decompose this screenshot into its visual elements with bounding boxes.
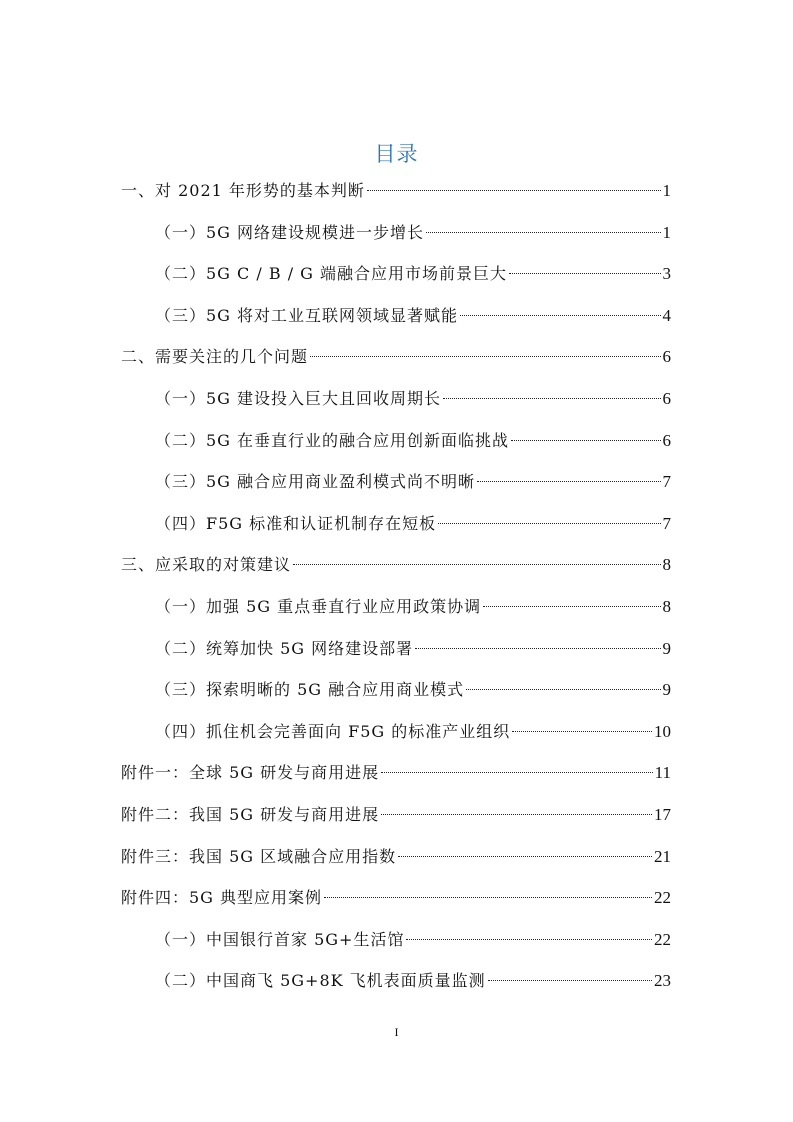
toc-entry-title: 附件二：我国 5G 研发与商用进展 [121,805,380,824]
page-number: I [394,1025,399,1039]
toc-dot-leader [509,273,660,274]
toc-entry-page: 21 [654,846,671,866]
toc-entry[interactable] [155,718,671,746]
toc-entry[interactable] [155,967,671,995]
toc-entry-title: （三）探索明晰的 5G 融合应用商业模式 [155,680,465,700]
toc-dot-leader [381,772,652,773]
toc-entry-page: 3 [662,264,671,284]
toc-dot-leader [460,315,660,316]
toc-entry-title: （三）5G 融合应用商业盈利模式尚不明晰 [155,472,476,492]
toc-entry-title: （一）加强 5G 重点垂直行业应用政策协调 [155,597,482,616]
toc-entry[interactable] [121,843,671,871]
toc-entry-page: 22 [654,888,671,908]
toc-entry-page: 6 [662,430,671,450]
toc-entry[interactable] [155,510,671,538]
toc-entry[interactable] [155,468,671,496]
toc-entry-title: 附件三：我国 5G 区域融合应用指数 [121,846,397,866]
toc-entry-title: （二）中国商飞 5G+8K 飞机表面质量监测 [155,971,486,991]
toc-entry-title: （一）5G 建设投入巨大且回收周期长 [155,389,442,408]
toc-entry-page: 10 [654,721,671,741]
toc-dot-leader [483,606,660,607]
toc-entry-page: 7 [662,472,671,492]
toc-entry-page: 6 [662,347,671,367]
toc-dot-leader [426,232,660,233]
toc-entry-title: 附件四：5G 典型应用案例 [121,888,323,908]
toc-entry[interactable] [155,302,671,330]
toc-entry-title: （四）抓住机会完善面向 F5G 的标准产业组织 [155,721,511,741]
toc-entry-title: 附件一：全球 5G 研发与商用进展 [121,763,380,783]
toc-entry-page: 8 [662,555,671,575]
toc-entry-page: 6 [662,389,671,408]
toc-entry[interactable] [155,385,671,413]
toc-dot-leader [406,939,652,940]
page-title: 目录 [374,142,419,166]
toc-entry[interactable] [121,177,671,205]
toc-entry[interactable] [121,759,671,787]
toc-entry-page: 17 [654,805,671,824]
toc-entry-title: （一）中国银行首家 5G+生活馆 [155,929,405,949]
toc-entry[interactable] [155,260,671,288]
toc-entry[interactable] [121,343,671,371]
toc-dot-leader [324,897,652,898]
toc-dot-leader [466,689,660,690]
toc-entry-title: （四）F5G 标准和认证机制存在短板 [155,513,437,533]
toc-entry-page: 9 [662,680,671,700]
toc-dot-leader [367,190,661,191]
toc-entry-page: 11 [654,763,671,783]
toc-entry[interactable] [121,801,671,829]
toc-entry[interactable] [121,551,671,579]
toc-entry-page: 1 [662,222,671,242]
toc-entry[interactable] [155,427,671,455]
toc-entry-title: 一、对 2021 年形势的基本判断 [121,181,365,200]
toc-entry[interactable] [155,676,671,704]
toc-dot-leader [398,856,652,857]
toc-entry-page: 22 [654,929,671,949]
toc-dot-leader [512,731,652,732]
toc-entry-title: （一）5G 网络建设规模进一步增长 [155,222,425,242]
toc-entry-page: 4 [662,305,671,325]
toc-dot-leader [293,564,660,565]
toc-dot-leader [310,356,660,357]
toc-dot-leader [415,648,660,649]
toc-entry[interactable] [155,593,671,621]
toc-dot-leader [381,814,652,815]
toc-entry[interactable] [155,635,671,663]
toc-entry-title: （二）统筹加快 5G 网络建设部署 [155,638,414,658]
toc-dot-leader [477,481,660,482]
toc-entry-page: 1 [662,181,671,200]
toc-entry[interactable] [155,926,671,954]
toc-entry-page: 7 [662,513,671,533]
toc-entry-page: 23 [654,971,671,991]
toc-entry-title: （三）5G 将对工业互联网领域显著赋能 [155,305,459,325]
toc-dot-leader [443,398,660,399]
toc-entry-title: （二）5G C / B / G 端融合应用市场前景巨大 [155,264,508,284]
toc-entry-title: 三、应采取的对策建议 [121,555,292,575]
toc-dot-leader [511,440,660,441]
toc-entry-page: 8 [662,597,671,616]
toc-entry[interactable] [121,884,671,912]
toc-entry-title: （二）5G 在垂直行业的融合应用创新面临挑战 [155,430,510,450]
toc-entry[interactable] [155,219,671,247]
toc-dot-leader [488,980,652,981]
toc-dot-leader [438,523,660,524]
toc-entry-page: 9 [662,638,671,658]
toc-entry-title: 二、需要关注的几个问题 [121,347,309,367]
